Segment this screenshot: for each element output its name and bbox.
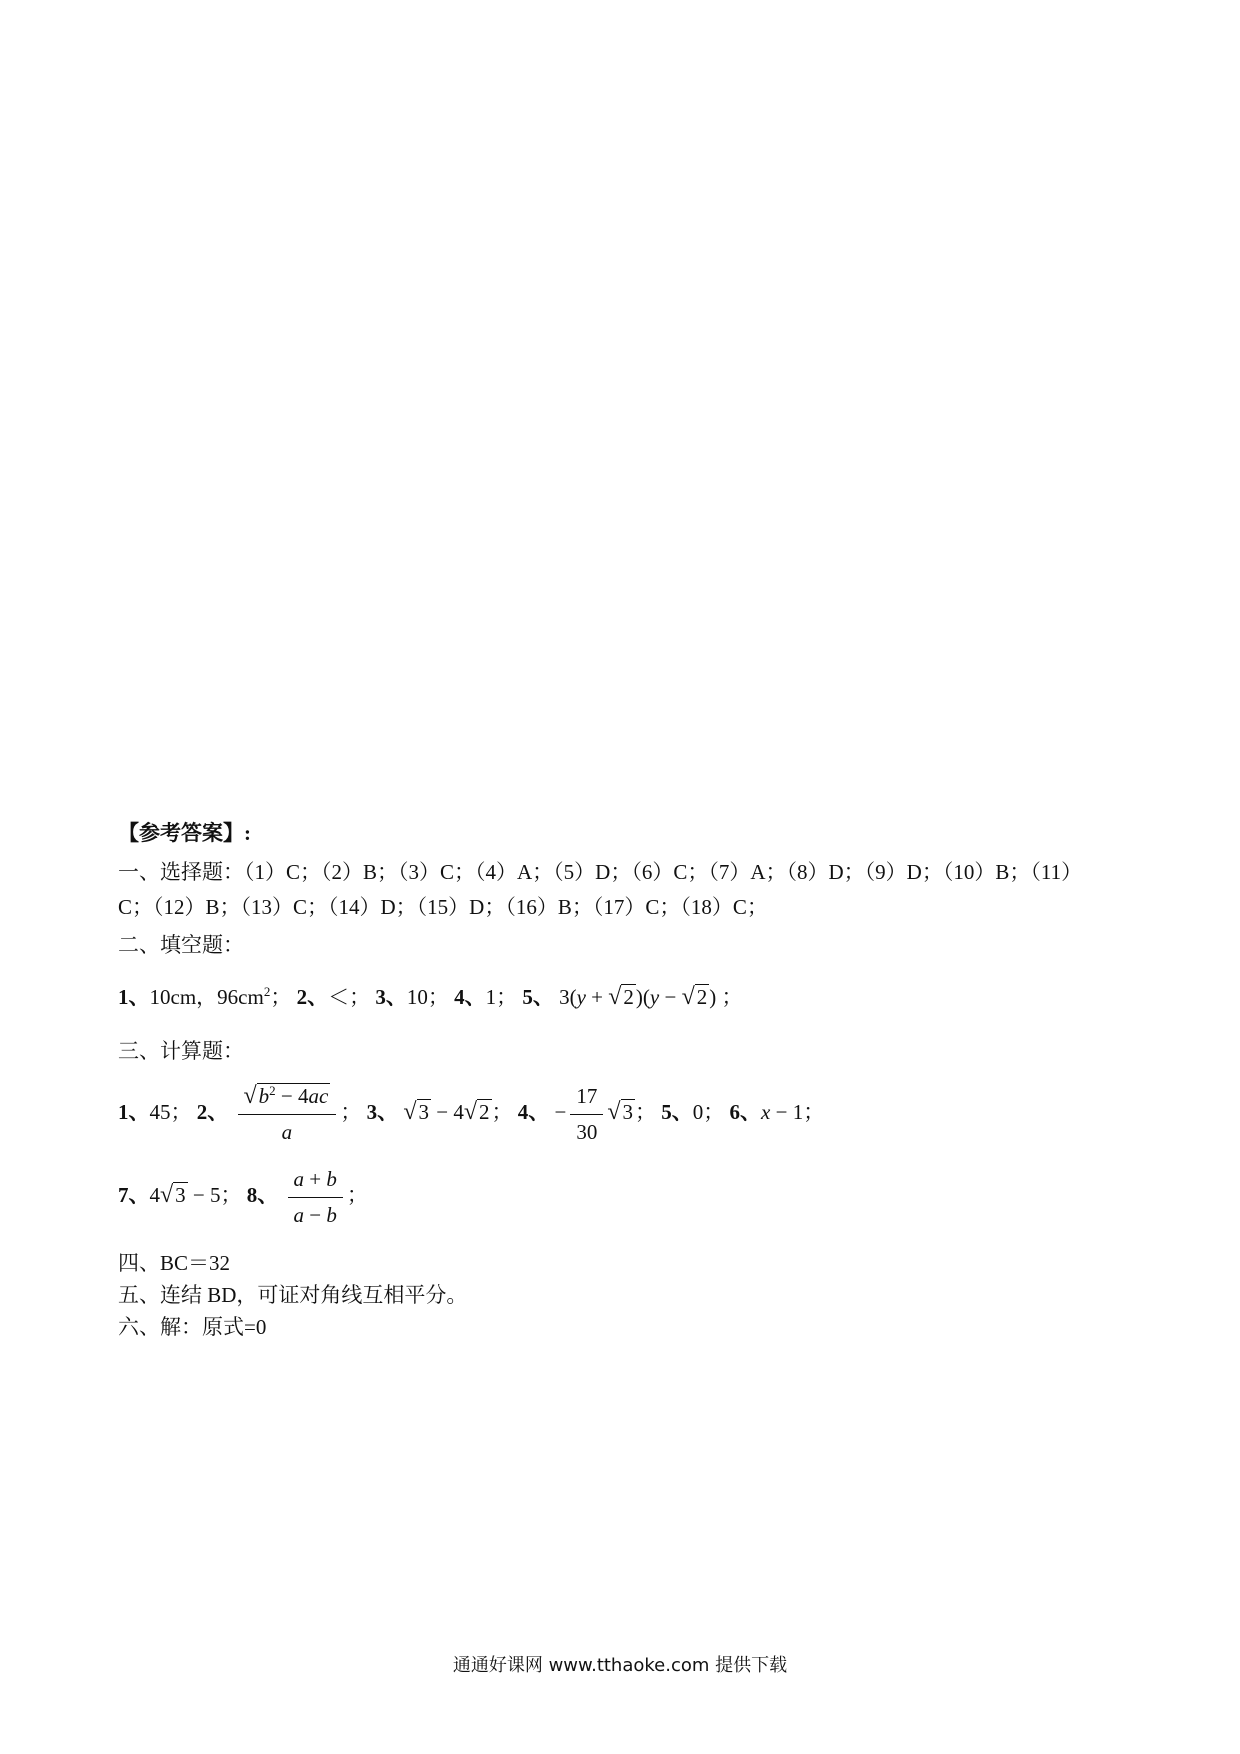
numerator	[238, 1081, 337, 1115]
radicand: 3	[418, 1100, 430, 1124]
expr-part: − 1	[770, 1100, 804, 1124]
item-number: 2、	[196, 1100, 229, 1124]
expr-part: − 4	[431, 1100, 464, 1124]
expr-part: 3(	[559, 985, 577, 1009]
answer-value: 10	[406, 985, 428, 1009]
sqrt: √3	[607, 1099, 634, 1125]
item-number: 5、	[661, 1100, 693, 1124]
sqrt: √3	[403, 1099, 430, 1125]
item-number: 3、	[375, 985, 407, 1009]
fraction-a-plus-b-over-a-minus-b	[288, 1164, 343, 1230]
separator: ；	[270, 985, 292, 1009]
expr-part: )	[709, 985, 717, 1009]
choice-answers-line-1: 一、选择题：（1）C；（2）B；（3）C；（4）A；（5）D；（6）C；（7）A；（8）D；（9）D；（10）B；（11）	[118, 860, 1083, 884]
answer-value: 0	[692, 1100, 704, 1124]
section-four-answer: 四、BC＝32	[118, 1251, 231, 1275]
denominator	[288, 1198, 343, 1230]
choice-answers-line-2: C；（12）B；（13）C；（14）D；（15）D；（16）B；（17）C；（18）C；	[118, 895, 768, 919]
variable-a: a	[293, 1203, 305, 1228]
radicand: 2	[696, 985, 708, 1009]
plus-sign: +	[585, 985, 609, 1009]
item-number: 5、	[522, 985, 554, 1009]
separator: ；	[703, 1100, 725, 1124]
fraction-sqrt-discriminant	[238, 1081, 337, 1147]
variable-b: b	[258, 1084, 270, 1109]
answer-value: 10cm，96cm	[149, 985, 264, 1009]
separator: ；	[635, 1100, 657, 1124]
denominator: a	[281, 1120, 293, 1145]
radicand: 3	[622, 1100, 634, 1124]
section-five-answer: 五、连结 BD，可证对角线互相平分。	[118, 1283, 468, 1307]
separator: ；	[170, 1100, 192, 1124]
separator: ；	[220, 1183, 242, 1207]
expr-part: − 5	[187, 1183, 221, 1207]
plus-sign: +	[304, 1167, 327, 1192]
variable-y: y	[576, 985, 586, 1009]
answer-value: 45	[149, 1100, 171, 1124]
sqrt: √3	[160, 1182, 186, 1208]
variable-b: b	[326, 1203, 337, 1228]
fraction-17-30	[570, 1081, 603, 1147]
item-number: 2、	[296, 985, 329, 1009]
sqrt: √2	[608, 984, 634, 1010]
variable-a: a	[293, 1167, 305, 1192]
radicand	[257, 1083, 331, 1108]
calc-answers-row-2	[118, 1162, 368, 1230]
separator: ；	[346, 1183, 368, 1207]
separator: ；	[349, 985, 371, 1009]
separator: ；	[496, 985, 518, 1009]
sqrt: $√b^2 - 4ac$	[243, 1083, 329, 1110]
separator: ；	[803, 1100, 825, 1124]
fill-blank-heading: 二、填空题：	[118, 933, 244, 957]
superscript: 2	[269, 1083, 276, 1099]
separator: ；	[340, 1100, 362, 1124]
item-number: 1、	[118, 985, 150, 1009]
numerator: 17	[570, 1081, 603, 1115]
item-number: 4、	[517, 1100, 550, 1124]
sqrt: √2	[681, 984, 708, 1010]
answer-value: 1	[485, 985, 497, 1009]
expr-part: )(	[635, 985, 650, 1009]
variable-b: b	[326, 1167, 337, 1192]
separator: ；	[427, 985, 449, 1009]
item-number: 3、	[366, 1100, 399, 1124]
item-number: 1、	[118, 1100, 150, 1124]
minus-sign: −	[659, 985, 682, 1009]
radicand: 3	[175, 1183, 186, 1207]
item-number: 4、	[454, 985, 486, 1009]
item-number: 6、	[729, 1100, 762, 1124]
factored-expression	[559, 985, 721, 1009]
radicand: 2	[623, 985, 634, 1009]
separator: ；	[491, 1100, 513, 1124]
sqrt: √2	[463, 1099, 490, 1125]
minus-sign: −	[304, 1203, 327, 1228]
page-footer: 通通好课网 www.tthaoke.com 提供下载	[452, 1655, 788, 1676]
answer-value: ＜	[328, 985, 350, 1009]
answer-title: 【参考答案】:	[118, 821, 251, 845]
minus-sign: −	[554, 1100, 567, 1124]
fill-blank-answers	[118, 982, 743, 1012]
expr-part: 4	[149, 1183, 160, 1207]
denominator: 30	[576, 1120, 598, 1145]
expr-part: − 4	[275, 1084, 309, 1109]
variable-ac: ac	[308, 1084, 329, 1109]
separator: ；	[721, 985, 743, 1009]
radicand: 2	[479, 1100, 490, 1124]
variable-x: x	[761, 1100, 771, 1124]
item-number: 7、	[118, 1183, 150, 1207]
variable-y: y	[649, 985, 660, 1009]
calc-heading: 三、计算题：	[118, 1039, 244, 1063]
superscript: 2	[263, 984, 271, 999]
calc-answers-row-1	[118, 1077, 824, 1147]
item-number: 8、	[246, 1183, 279, 1207]
numerator	[288, 1164, 343, 1198]
section-six-answer: 六、解：原式=0	[118, 1315, 267, 1339]
